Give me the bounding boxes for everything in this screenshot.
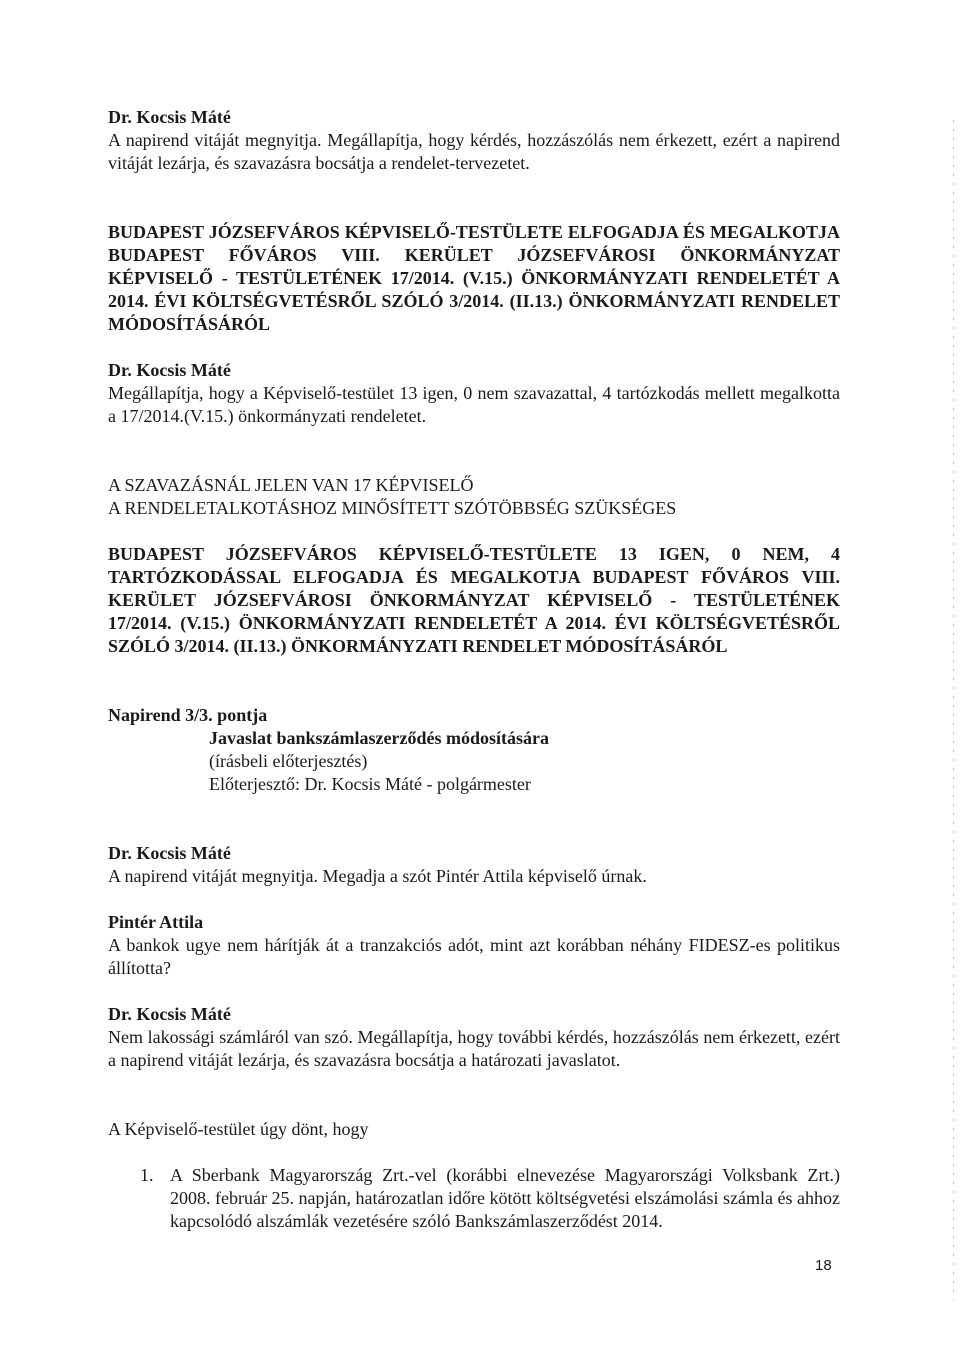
document-page [108,106,840,1233]
scan-edge-mark [953,120,954,1300]
paragraph: A napirend vitáját megnyitja. Megadja a szót Pintér Attila képviselő úrnak. [108,866,647,886]
resolution-statement: BUDAPEST JÓZSEFVÁROS KÉPVISELŐ-TESTÜLETE 13 IGEN, 0 NEM, 4 TARTÓZKODÁSSAL ELFOGADJA ÉS MEGALKOTJA BUDAPEST FŐVÁROS VIII. KERÜLET JÓZSEFVÁROSI ÖNKORMÁNYZAT KÉPVISELŐ - TESTÜLETÉNEK 17/2014. (V.15.) ÖNKORMÁNYZATI RENDELETÉT A 2014. ÉVI KÖLTSÉGVETÉSRŐL SZÓLÓ 3/2014. (II.13.) ÖNKORMÁNYZATI RENDELET MÓDOSÍTÁSÁRÓL [108,544,840,656]
agenda-point-heading: Napirend 3/3. pontja [108,705,268,725]
paragraph: Megállapítja, hogy a Képviselő-testület 13 igen, 0 nem szavazattal, 4 tartózkodás mellett megalkotta a 17/2014.(V.15.) önkormányzati rendeletet. [108,383,840,426]
speaker-name: Dr. Kocsis Máté [108,360,231,380]
paragraph: Nem lakossági számláról van szó. Megállapítja, hogy további kérdés, hozzászólás nem érkezett, ezért a napirend vitáját lezárja, és szavazásra bocsátja a határozati javaslatot. [108,1027,840,1070]
decision-list [108,1164,840,1233]
agenda-details [209,727,840,796]
speaker-name: Dr. Kocsis Máté [108,843,231,863]
paragraph: A bankok ugye nem hárítják át a tranzakciós adót, mint azt korábban néhány FIDESZ-es politikus állította? [108,935,840,978]
speaker-name: Dr. Kocsis Máté [108,107,231,127]
vote-majority-line: A RENDELETALKOTÁSHOZ MINŐSÍTETT SZÓTÖBBSÉG SZÜKSÉGES [108,498,677,518]
decision-item [108,1164,840,1233]
agenda-note: (írásbeli előterjesztés) [209,751,368,771]
speaker-name: Dr. Kocsis Máté [108,1004,231,1024]
decision-item-number: 1. [140,1165,154,1185]
speaker-name: Pintér Attila [108,912,204,932]
resolution-statement: BUDAPEST JÓZSEFVÁROS KÉPVISELŐ-TESTÜLETE ELFOGADJA ÉS MEGALKOTJA BUDAPEST FŐVÁROS VIII. KERÜLET JÓZSEFVÁROSI ÖNKORMÁNYZAT KÉPVISELŐ - TESTÜLETÉNEK 17/2014. (V.15.) ÖNKORMÁNYZATI RENDELETÉT A 2014. ÉVI KÖLTSÉGVETÉSRŐL SZÓLÓ 3/2014. (II.13.) ÖNKORMÁNYZATI RENDELET MÓDOSÍTÁSÁRÓL [108,222,840,334]
agenda-title: Javaslat bankszámlaszerződés módosítására [209,728,549,748]
agenda-presenter: Előterjesztő: Dr. Kocsis Máté - polgármester [209,774,531,794]
paragraph: A napirend vitáját megnyitja. Megállapítja, hogy kérdés, hozzászólás nem érkezett, ezért a napirend vitáját lezárja, és szavazásra bocsátja a rendelet-tervezetet. [108,130,840,173]
vote-attendance-line: A SZAVAZÁSNÁL JELEN VAN 17 KÉPVISELŐ [108,475,474,495]
page-number: 18 [815,1257,832,1274]
decision-item-text: A Sberbank Magyarország Zrt.-vel (korábbi elnevezése Magyarországi Volksbank Zrt.) 2008. február 25. napján, határozatlan időre kötött költségvetési elszámolási számla és ahhoz kapcsolódó alszámlák vezetésére szóló Bankszámlaszerződést 2014. [170,1165,840,1231]
decision-intro: A Képviselő-testület úgy dönt, hogy [108,1119,369,1139]
